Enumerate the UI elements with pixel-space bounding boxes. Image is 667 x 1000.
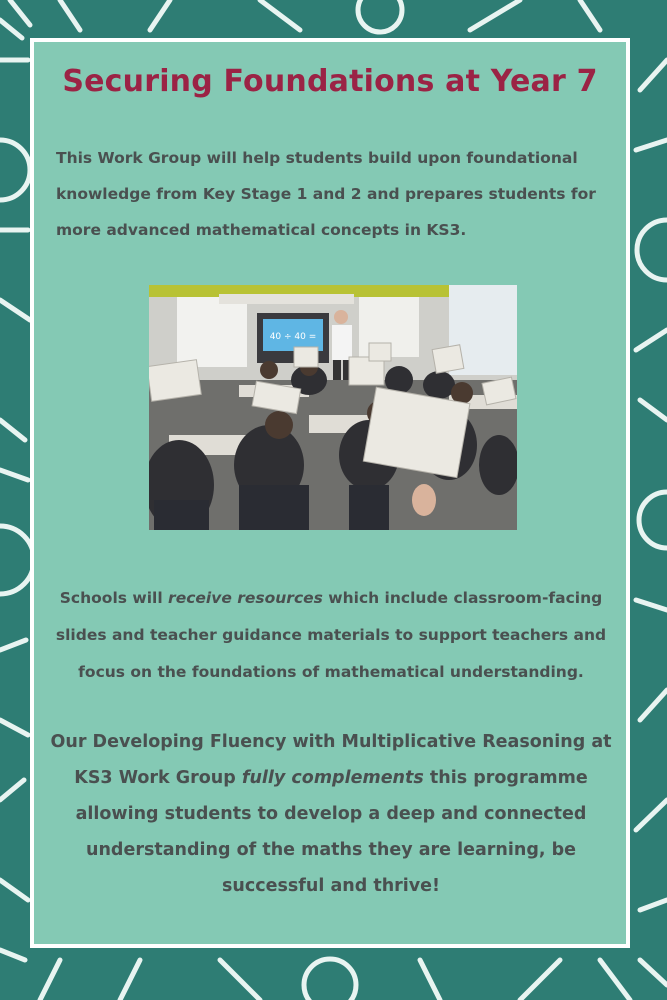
classroom-illustration: [149, 285, 517, 530]
emphasis-receive-resources: receive resources: [168, 589, 323, 607]
info-card: [30, 38, 630, 948]
complements-paragraph: Our Developing Fluency with Multiplicative Reasoning at KS3 Work Group fully complements this programme allowing students to develop a deep and connected understanding of the maths they are learning, be successful and thrive!: [50, 732, 612, 896]
intro-paragraph: This Work Group will help students build upon foundational knowledge from Key Stage 1 and 2 and prepares students for more advanced mathematical concepts in KS3.: [56, 149, 596, 239]
page-title: Securing Foundations at Year 7: [62, 64, 598, 99]
classroom-photo: [149, 285, 517, 530]
emphasis-fully-complements: fully complements: [241, 768, 424, 788]
resources-paragraph: Schools will receive resources which include classroom-facing slides and teacher guidance materials to support teachers and focus on the foundations of mathematical understanding.: [55, 589, 607, 681]
board-text: 40 ÷ 40 =: [269, 332, 317, 342]
